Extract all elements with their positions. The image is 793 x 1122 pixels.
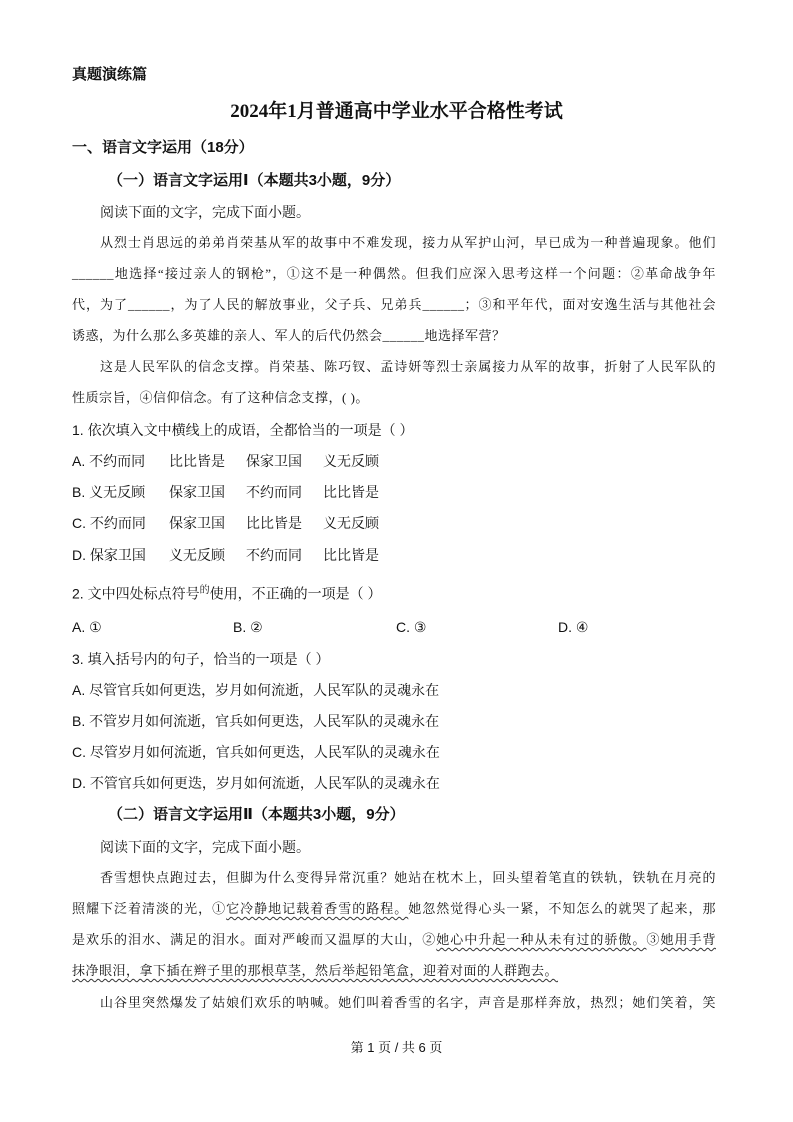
option-c: C. 尽管岁月如何流逝，官兵如何更迭，人民军队的灵魂永在 [72,744,440,760]
option-d: D. ④ [558,619,589,635]
subsection-heading: （二）语言文字运用Ⅱ（本题共3小题，9分） [108,806,405,823]
option-c: C. ③ [396,619,427,635]
page-number: 第 1 页 / 共 6 页 [350,1040,443,1055]
passage-line: 诱惑，为什么那么多英雄的亲人、军人的后代仍然会______地选择军营？ [72,328,506,343]
passage-line: 从烈士肖思远的弟弟肖荣基从军的故事中不难发现，接力从军护山河，早已成为一种普遍现象。他们 [100,235,716,250]
passage-line: 照耀下泛着清淡的光，①它冷静地记载着香雪的路程。她忽然觉得心头一紧，不知怎么的就哭了起来，那 [72,901,716,916]
question-3-stem: 3. 填入括号内的句子，恰当的一项是（ ） [72,651,330,667]
option-b: B. ② [233,619,263,635]
passage-line: 代，为了______，为了人民的解放事业，父子兵、兄弟兵______；③和平年代，面对安逸生活与其他社会 [72,297,716,312]
passage-line: 性质宗旨，④信仰信念。有了这种信念支撑，( )。 [72,390,369,405]
option-b: B. 不管岁月如何流逝，官兵如何更迭，人民军队的灵魂永在 [72,713,440,729]
passage-line: 这是人民军队的信念支撑。肖荣基、陈巧钗、孟诗妍等烈士亲属接力从军的故事，折射了人民军队的 [100,359,716,374]
option-a: A. ① [72,619,102,635]
option-b: B. 义无反顾 保家卫国 不约而同 比比皆是 [72,484,379,500]
option-d: D. 保家卫国 义无反顾 不约而同 比比皆是 [72,547,379,563]
question-1-stem: 1. 依次填入文中横线上的成语，全都恰当的一项是（ ） [72,422,414,438]
subsection-heading: （一）语言文字运用Ⅰ（本题共3小题，9分） [108,172,401,189]
page-title: 2024年1月普通高中学业水平合格性考试 [230,101,563,122]
instruction: 阅读下面的文字，完成下面小题。 [100,839,310,855]
passage-line: ______地选择“接过亲人的钢枪”，①这不是一种偶然。但我们应深入思考这样一个问题：②革命战争年 [72,266,716,281]
passage-line: 山谷里突然爆发了姑娘们欢乐的呐喊。她们叫着香雪的名字，声音是那样奔放，热烈；她们笑着，笑 [100,995,716,1010]
instruction: 阅读下面的文字，完成下面小题。 [100,204,310,220]
question-2-stem: 2. 文中四处标点符号$^的$使用，不正确的一项是（ ） [72,585,382,602]
passage-line: 香雪想快点跑过去，但脚为什么变得异常沉重？她站在枕木上，回头望着笔直的铁轨，铁轨在月亮的 [100,870,716,885]
header-label: 真题演练篇 [72,66,148,83]
option-c: C. 不约而同 保家卫国 比比皆是 义无反顾 [72,515,379,531]
option-d: D. 不管官兵如何更迭，岁月如何流逝，人民军队的灵魂永在 [72,775,440,791]
option-a: A. 不约而同 比比皆是 保家卫国 义无反顾 [72,453,379,469]
passage-line: 抹净眼泪，拿下插在辫子里的那根草茎，然后举起铅笔盒，迎着对面的人群跑去。 [72,963,559,978]
option-a: A. 尽管官兵如何更迭，岁月如何流逝，人民军队的灵魂永在 [72,682,440,698]
passage-line: 是欢乐的泪水、满足的泪水。面对严峻而又温厚的大山，②她心中升起一种从未有过的骄傲。③她用手背 [72,932,716,947]
section-heading: 一、语言文字运用（18分） [72,139,254,156]
